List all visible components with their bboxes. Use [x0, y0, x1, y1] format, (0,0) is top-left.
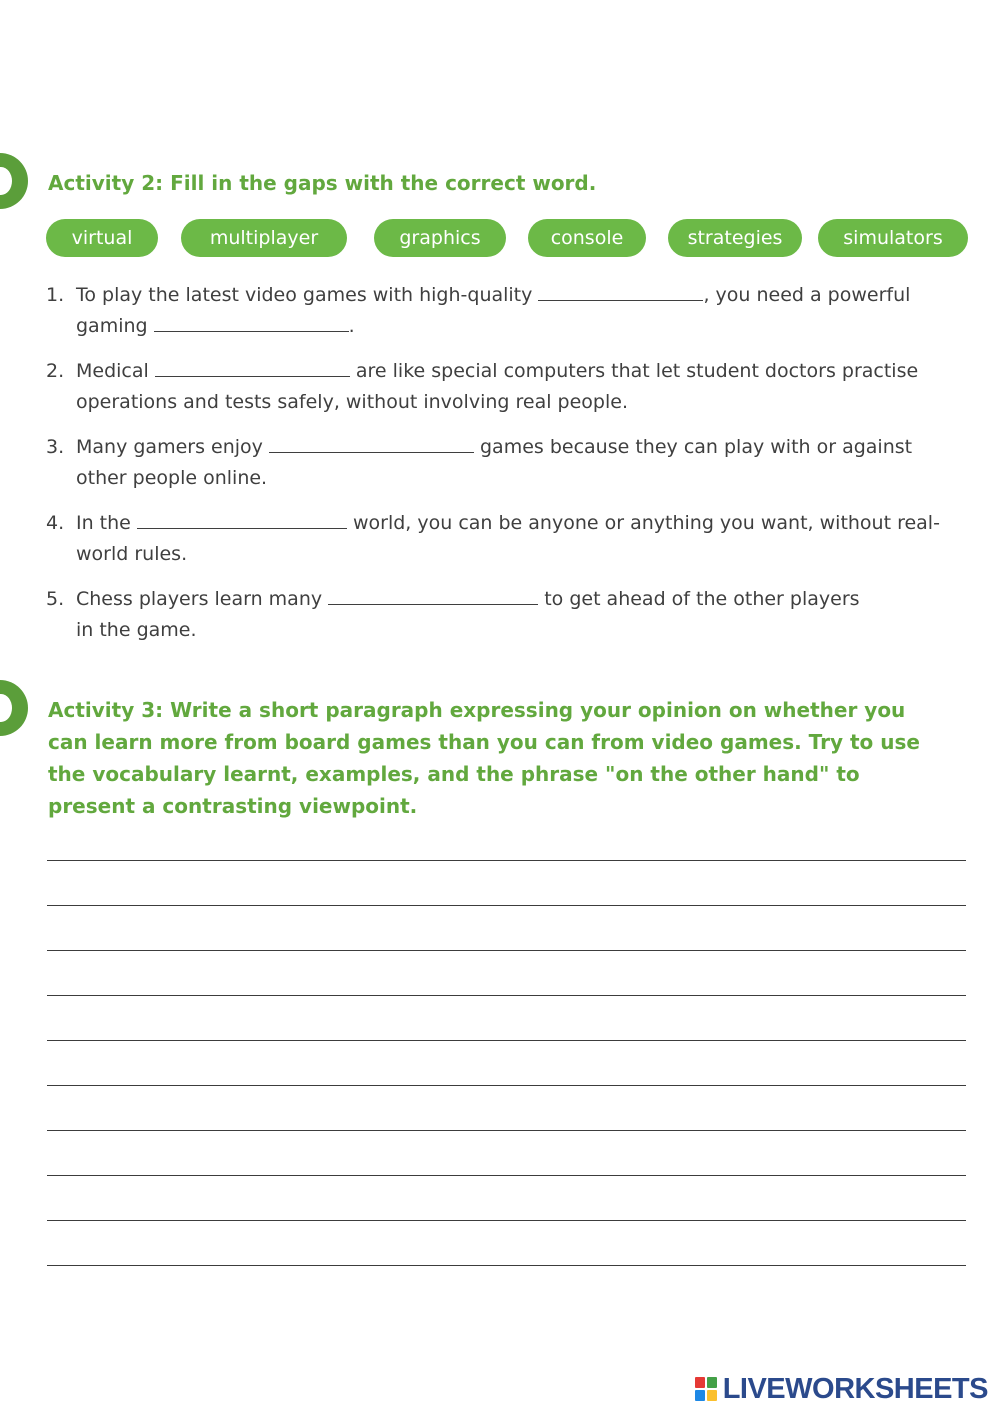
question-text: . — [348, 315, 355, 337]
word-chip-strategies[interactable]: strategies — [668, 219, 802, 257]
question-text: are like special computers that let student doctors practise operations and tests safely, without involving real people. — [76, 360, 919, 413]
question-text: to get ahead of the other players — [544, 588, 860, 610]
liveworksheets-brand — [695, 1372, 988, 1406]
question-number: 1. — [46, 284, 65, 306]
writing-line[interactable] — [47, 905, 966, 906]
question-number: 5. — [46, 588, 65, 610]
writing-line[interactable] — [47, 950, 966, 951]
question-text: in the game. — [76, 619, 197, 641]
writing-line[interactable] — [47, 1220, 966, 1221]
answer-blank[interactable] — [328, 584, 538, 605]
brand-name: LIVEWORKSHEETS — [722, 1372, 988, 1405]
word-chip-console[interactable]: console — [528, 219, 646, 257]
question-text: Many gamers enjoy — [76, 436, 263, 458]
writing-line[interactable] — [47, 1130, 966, 1131]
section-marker — [0, 153, 28, 209]
writing-line[interactable] — [47, 1175, 966, 1176]
activity-3-heading: Activity 3: Write a short paragraph expressing your opinion on whether you can learn more from board games than you can from video games. Try to use the vocabulary learnt, examples, and the phrase "on the other hand" to present a contrasting viewpoint. — [48, 698, 920, 818]
question-text: , you need a powerful — [703, 284, 911, 306]
question-4 — [46, 508, 956, 570]
question-text: To play the latest video games with high-quality — [76, 284, 533, 306]
word-chip-simulators[interactable]: simulators — [818, 219, 968, 257]
word-bank — [46, 219, 968, 257]
writing-line[interactable] — [47, 1265, 966, 1266]
question-number: 3. — [46, 436, 65, 458]
activity-2-heading: Activity 2: Fill in the gaps with the correct word. — [48, 171, 597, 195]
question-2 — [46, 356, 956, 418]
question-1 — [46, 280, 956, 342]
question-5 — [46, 584, 956, 646]
answer-blank[interactable] — [269, 432, 474, 453]
word-chip-virtual[interactable]: virtual — [46, 219, 158, 257]
liveworksheets-logo-icon — [695, 1377, 717, 1401]
question-number: 4. — [46, 512, 65, 534]
question-number: 2. — [46, 360, 65, 382]
answer-blank[interactable] — [538, 280, 703, 301]
question-3 — [46, 432, 956, 494]
answer-blank[interactable] — [154, 311, 349, 332]
question-list — [46, 280, 956, 660]
answer-blank[interactable] — [155, 356, 350, 377]
answer-blank[interactable] — [137, 508, 347, 529]
question-text: Medical — [76, 360, 149, 382]
section-marker — [0, 680, 28, 736]
question-text: gaming — [76, 315, 148, 337]
question-text: In the — [76, 512, 131, 534]
writing-line[interactable] — [47, 1085, 966, 1086]
writing-line[interactable] — [47, 1040, 966, 1041]
writing-line[interactable] — [47, 995, 966, 996]
word-chip-multiplayer[interactable]: multiplayer — [181, 219, 347, 257]
question-text: games because they can play with or against other people online. — [76, 436, 913, 489]
word-chip-graphics[interactable]: graphics — [374, 219, 506, 257]
writing-area[interactable] — [47, 860, 966, 1310]
question-text: Chess players learn many — [76, 588, 323, 610]
writing-line[interactable] — [47, 860, 966, 861]
question-text: world, you can be anyone or anything you want, without real-world rules. — [76, 512, 940, 565]
